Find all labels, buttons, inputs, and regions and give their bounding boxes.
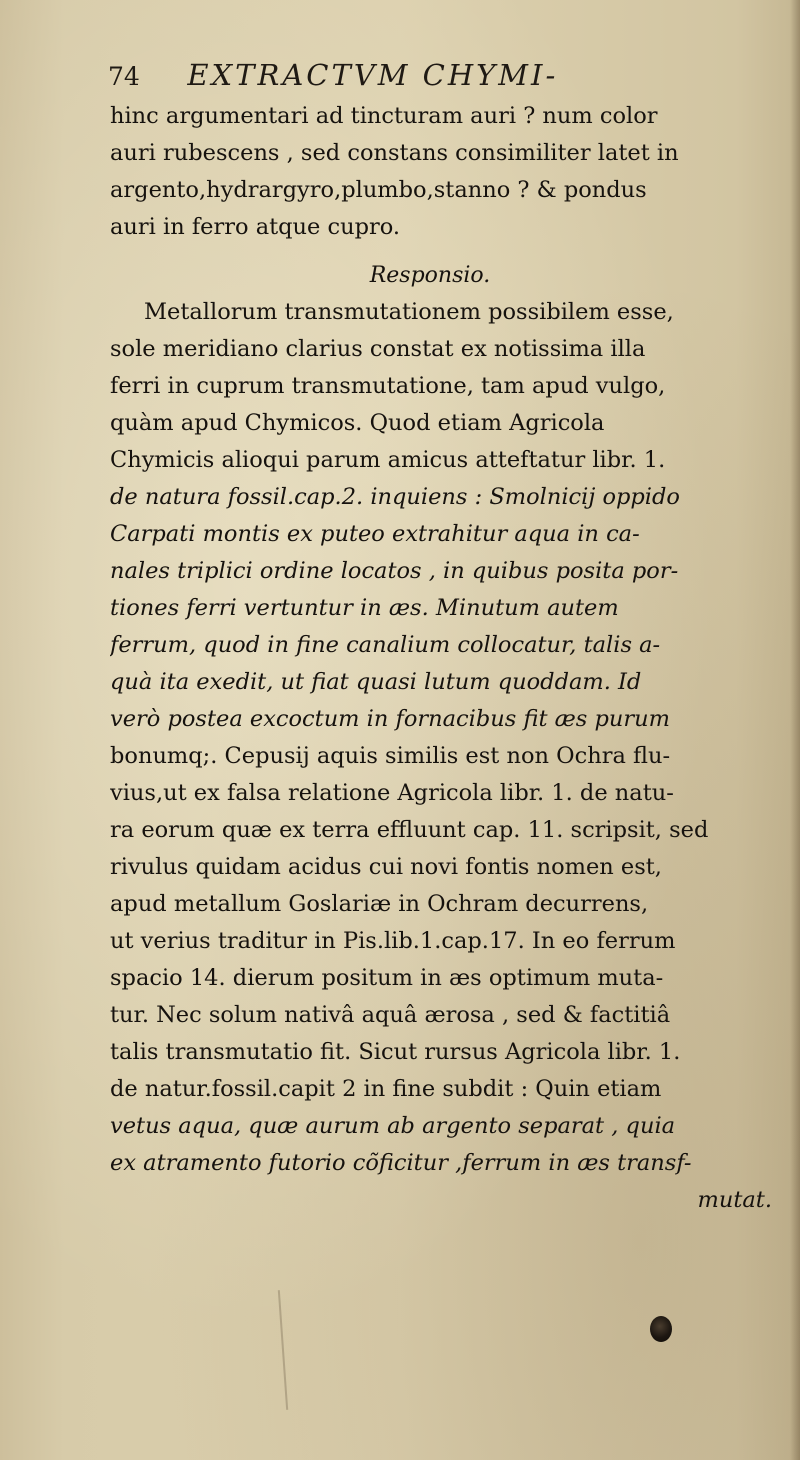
page-text bbox=[110, 98, 790, 1219]
text-line: verò postea excoctum in fornacibus fit æs purum bbox=[110, 706, 670, 732]
text-line: de natura fossil.cap.2. inquiens : Smolnicij oppido bbox=[110, 484, 680, 510]
ink-dot-ornament bbox=[650, 1316, 672, 1342]
text-line: hinc argumentari ad tincturam auri ? num color bbox=[110, 103, 658, 129]
text-line: quà ita exedit, ut fiat quasi lutum quoddam. Id bbox=[110, 669, 642, 695]
text-line: tiones ferri vertuntur in æs. Minutum autem bbox=[110, 595, 619, 621]
text-line: ferri in cuprum transmutatione, tam apud vulgo, bbox=[110, 373, 666, 399]
text-line: tur. Nec solum nativâ aquâ ærosa , sed & factitiâ bbox=[110, 1002, 671, 1028]
text-line: bonumq;. Cepusij aquis similis est non Ochra flu- bbox=[110, 743, 671, 769]
text-line: vius,ut ex falsa relatione Agricola libr. 1. de natu- bbox=[110, 780, 674, 806]
text-line: ut verius traditur in Pis.lib.1.cap.17. In eo ferrum bbox=[110, 928, 676, 954]
text-line: rivulus quidam acidus cui novi fontis nomen est, bbox=[110, 854, 662, 880]
text-line: sole meridiano clarius constat ex notissima illa bbox=[110, 336, 646, 362]
section-title: Responsio. bbox=[369, 263, 491, 288]
text-line: auri rubescens , sed constans consimiliter latet in bbox=[110, 140, 679, 166]
page-header bbox=[108, 58, 558, 98]
text-line: de natur.fossil.capit 2 in fine subdit : Quin etiam bbox=[110, 1076, 662, 1102]
text-line: argento,hydrargyro,plumbo,stanno ? & pondus bbox=[110, 177, 647, 203]
text-line: ra eorum quæ ex terra effluunt cap. 11. scripsit, sed bbox=[110, 817, 709, 843]
text-line: apud metallum Goslariæ in Ochram decurrens, bbox=[110, 891, 649, 917]
text-line: auri in ferro atque cupro. bbox=[110, 214, 401, 240]
page-edge-shadow bbox=[790, 0, 800, 1460]
text-line: spacio 14. dierum positum in æs optimum muta- bbox=[110, 965, 664, 991]
text-line: nales triplici ordine locatos , in quibus posita por- bbox=[110, 558, 679, 584]
text-line: ferrum, quod in fine canalium collocatur, talis a- bbox=[110, 632, 661, 658]
running-head: EXTRACTVM CHYMI- bbox=[187, 58, 559, 92]
text-line: Carpati montis ex puteo extrahitur aqua in ca- bbox=[110, 521, 640, 547]
text-line: Metallorum transmutationem possibilem esse, bbox=[144, 299, 674, 325]
text-line: quàm apud Chymicos. Quod etiam Agricola bbox=[110, 410, 605, 436]
text-line: Chymicis alioqui parum amicus atteftatur libr. 1. bbox=[110, 447, 666, 473]
text-line: vetus aqua, quæ aurum ab argento separat , quia bbox=[110, 1113, 676, 1139]
text-line: ex atramento futorio cõficitur ,ferrum in æs transf- bbox=[110, 1150, 692, 1176]
text-line: mutat. bbox=[697, 1187, 772, 1213]
paper-crease bbox=[278, 1290, 288, 1410]
page-number: 74 bbox=[108, 62, 140, 91]
text-line: talis transmutatio fit. Sicut rursus Agricola libr. 1. bbox=[110, 1039, 681, 1065]
